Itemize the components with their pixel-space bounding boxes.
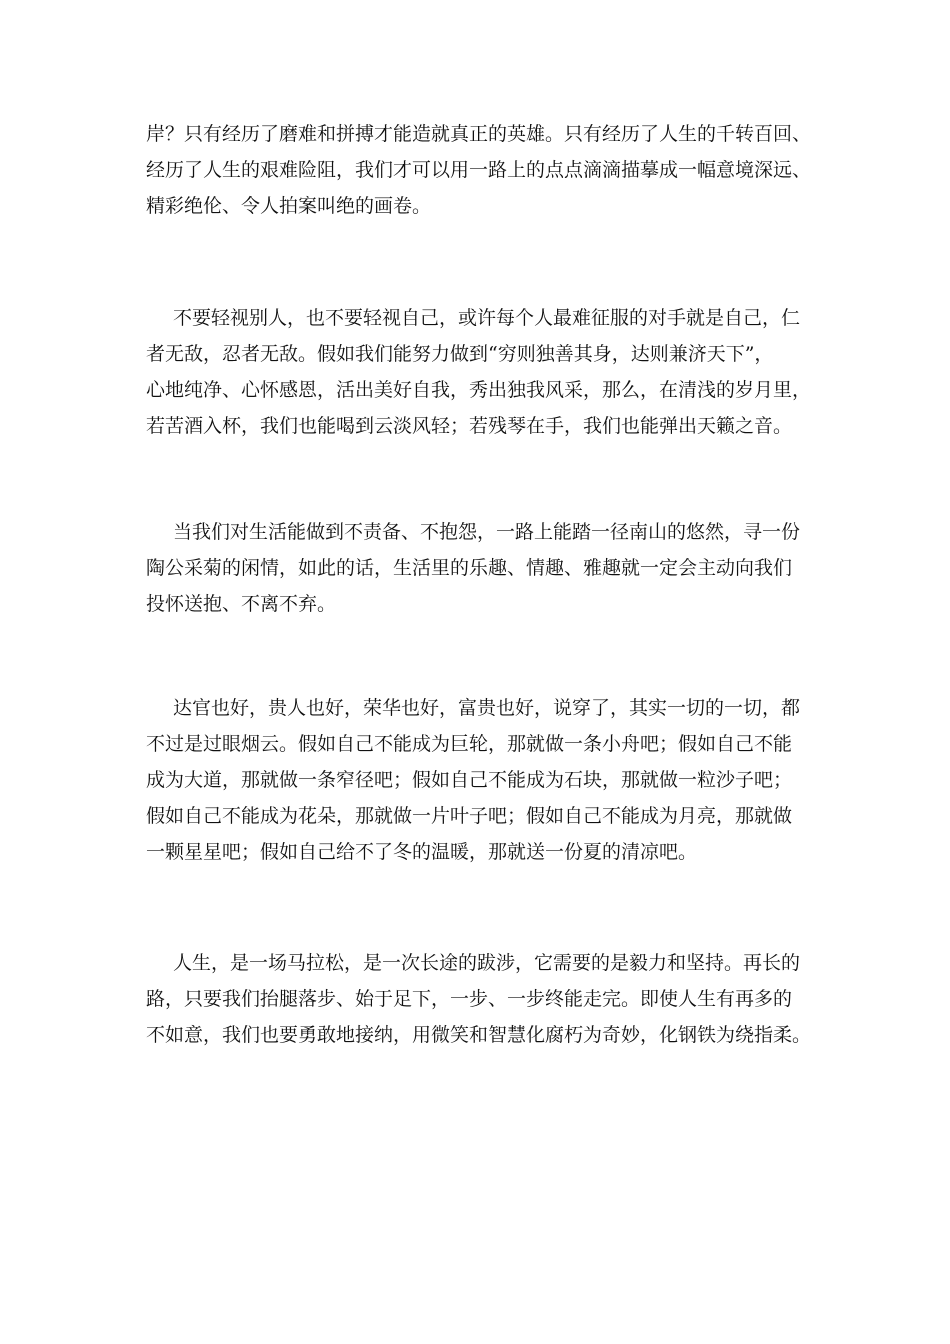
text-line: 假如自己不能成为花朵，那就做一片叶子吧；假如自己不能成为月亮，那就做 — [146, 805, 793, 827]
text-line: 成为大道，那就做一条窄径吧；假如自己不能成为石块，那就做一粒沙子吧； — [146, 769, 793, 791]
text-line: 路，只要我们抬腿落步、始于足下，一步、一步终能走完。即使人生有再多的 — [146, 988, 793, 1010]
text-line: 一颗星星吧；假如自己给不了冬的温暖，那就送一份夏的清凉吧。 — [146, 841, 698, 863]
paragraph-5 — [146, 945, 826, 1053]
text-line: 不如意，我们也要勇敢地接纳，用微笑和智慧化腐朽为奇妙，化钢铁为绕指柔。 — [146, 1024, 812, 1046]
paragraph-4 — [146, 690, 826, 870]
text-line: 人生，是一场马拉松，是一次长途的跋涉，它需要的是毅力和坚持。再长的 — [173, 952, 801, 974]
text-line: 不过是过眼烟云。假如自己不能成为巨轮，那就做一条小舟吧；假如自己不能 — [146, 733, 793, 755]
paragraph-3 — [146, 514, 826, 622]
paragraph-1 — [146, 116, 826, 224]
text-line: 投怀送抱、不离不弃。 — [146, 593, 337, 615]
text-line: 者无敌，忍者无敌。假如我们能努力做到“穷则独善其身，达则兼济天下”， — [146, 343, 774, 365]
text-line: 心地纯净、心怀感恩，活出美好自我，秀出独我风采，那么，在清浅的岁月里， — [146, 379, 812, 401]
text-line: 不要轻视别人，也不要轻视自己，或许每个人最难征服的对手就是自己，仁 — [173, 307, 801, 329]
text-line: 岸？只有经历了磨难和拼搏才能造就真正的英雄。只有经历了人生的千转百回、 — [146, 123, 812, 145]
text-line: 若苦酒入杯，我们也能喝到云淡风轻；若残琴在手，我们也能弹出天籁之音。 — [146, 415, 793, 437]
text-line: 当我们对生活能做到不责备、不抱怨，一路上能踏一径南山的悠然，寻一份 — [173, 521, 801, 543]
paragraph-2 — [146, 300, 826, 444]
text-line: 陶公采菊的闲情，如此的话，生活里的乐趣、情趣、雅趣就一定会主动向我们 — [146, 557, 793, 579]
text-line: 经历了人生的艰难险阻，我们才可以用一路上的点点滴滴描摹成一幅意境深远、 — [146, 159, 812, 181]
text-line: 达官也好，贵人也好，荣华也好，富贵也好，说穿了，其实一切的一切，都 — [173, 697, 801, 719]
text-line: 精彩绝伦、令人拍案叫绝的画卷。 — [146, 195, 432, 217]
